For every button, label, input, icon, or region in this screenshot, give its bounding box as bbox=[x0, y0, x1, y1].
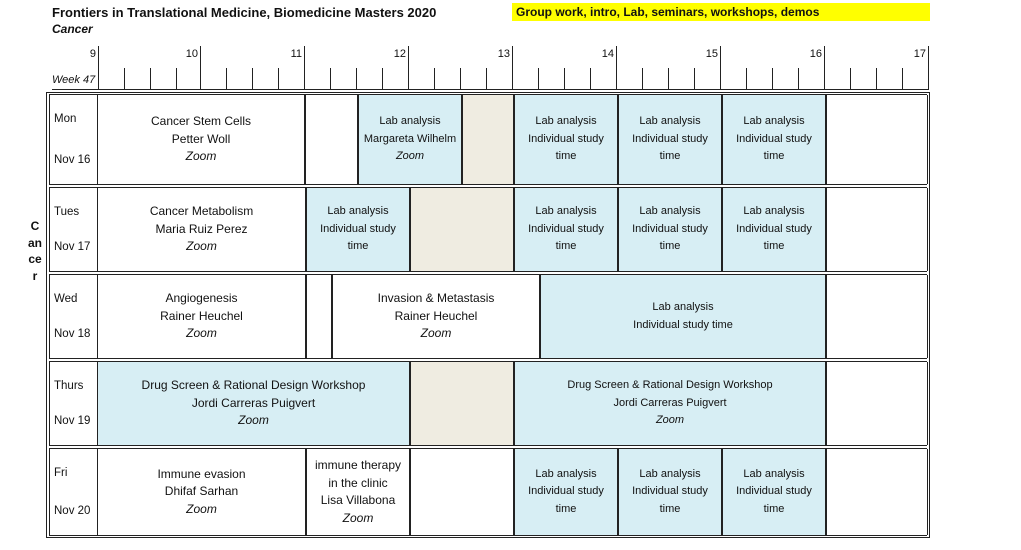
empty-cell bbox=[410, 188, 514, 271]
empty-cell bbox=[410, 362, 514, 445]
empty-cell bbox=[305, 95, 358, 184]
day-label bbox=[52, 362, 96, 445]
session-location: Zoom bbox=[655, 414, 685, 427]
session-cell bbox=[540, 275, 826, 358]
session-cell bbox=[514, 188, 618, 271]
session-cell bbox=[97, 449, 306, 535]
session-detail: Margareta Wilhelm bbox=[363, 132, 457, 145]
session-cell bbox=[514, 449, 618, 535]
minor-tick bbox=[850, 68, 851, 90]
day-name: Wed bbox=[54, 293, 78, 305]
session-detail: time bbox=[659, 240, 681, 253]
session-location: Zoom bbox=[186, 239, 217, 254]
session-cell bbox=[306, 188, 410, 271]
session-title: Lab analysis bbox=[743, 467, 805, 480]
session-title: Lab analysis bbox=[327, 205, 389, 218]
session-detail: time bbox=[347, 240, 369, 253]
session-detail: Individual study bbox=[736, 132, 812, 145]
session-detail: Lisa Villabona bbox=[320, 493, 396, 507]
empty-cell bbox=[826, 362, 928, 445]
session-detail: Individual study bbox=[528, 132, 604, 145]
day-date: Nov 16 bbox=[54, 154, 91, 166]
day-name: Fri bbox=[54, 467, 68, 479]
session-title: Angiogenesis bbox=[165, 291, 238, 306]
day-row-mon bbox=[49, 94, 927, 185]
day-label bbox=[52, 95, 96, 184]
session-title: Lab analysis bbox=[535, 115, 597, 128]
session-detail: time bbox=[555, 240, 577, 253]
day-name: Mon bbox=[54, 113, 77, 125]
session-location: Zoom bbox=[185, 149, 217, 164]
hour-label: 13 bbox=[497, 48, 510, 60]
hour-label: 16 bbox=[809, 48, 822, 60]
session-cell bbox=[618, 449, 722, 535]
session-detail: Individual study time bbox=[633, 318, 733, 331]
session-cell bbox=[722, 188, 826, 271]
legend-badge: Group work, intro, Lab, seminars, workshops, demos bbox=[512, 3, 930, 21]
minor-tick bbox=[772, 68, 773, 90]
session-detail: Jordi Carreras Puigvert bbox=[613, 396, 727, 409]
minor-tick bbox=[382, 68, 383, 90]
session-detail: Individual study bbox=[736, 485, 812, 498]
session-cell bbox=[618, 188, 722, 271]
session-detail: Individual study bbox=[736, 222, 812, 235]
session-detail: Individual study bbox=[632, 132, 708, 145]
hour-tick bbox=[928, 46, 929, 90]
session-title: Drug Screen & Rational Design Workshop bbox=[567, 379, 773, 392]
day-date: Nov 18 bbox=[54, 328, 91, 340]
session-cell bbox=[332, 275, 540, 358]
session-detail: time bbox=[659, 150, 681, 163]
day-date: Nov 17 bbox=[54, 241, 91, 253]
session-title: Lab analysis bbox=[639, 115, 701, 128]
session-cell bbox=[97, 188, 306, 271]
minor-tick bbox=[876, 68, 877, 90]
hour-label: 17 bbox=[913, 48, 926, 60]
session-location: Zoom bbox=[395, 150, 425, 163]
session-cell bbox=[514, 95, 618, 184]
empty-cell bbox=[462, 95, 514, 184]
day-date: Nov 20 bbox=[54, 505, 91, 517]
session-title: Lab analysis bbox=[639, 205, 701, 218]
hour-tick bbox=[408, 46, 409, 90]
minor-tick bbox=[486, 68, 487, 90]
minor-tick bbox=[590, 68, 591, 90]
hour-tick bbox=[616, 46, 617, 90]
session-detail: Individual study bbox=[528, 222, 604, 235]
day-row-fri bbox=[49, 448, 927, 536]
session-cell bbox=[514, 362, 826, 445]
session-title: Cancer Metabolism bbox=[149, 204, 254, 219]
minor-tick bbox=[642, 68, 643, 90]
session-detail: time bbox=[763, 150, 785, 163]
hour-tick bbox=[200, 46, 201, 90]
empty-cell bbox=[826, 449, 928, 535]
session-cell bbox=[97, 275, 306, 358]
day-label bbox=[52, 275, 96, 358]
week-label: Week 47 bbox=[52, 74, 96, 86]
session-title: Drug Screen & Rational Design Workshop bbox=[141, 378, 366, 393]
session-title: Lab analysis bbox=[639, 467, 701, 480]
session-cell bbox=[618, 95, 722, 184]
session-cell bbox=[722, 95, 826, 184]
minor-tick bbox=[356, 68, 357, 90]
session-cell bbox=[722, 449, 826, 535]
minor-tick bbox=[330, 68, 331, 90]
session-cell bbox=[97, 362, 410, 445]
session-title: Lab analysis bbox=[652, 301, 714, 313]
empty-cell bbox=[410, 449, 514, 535]
ruler-baseline bbox=[52, 89, 928, 90]
page-subtitle: Cancer bbox=[52, 22, 93, 36]
hour-label: 9 bbox=[89, 48, 96, 60]
minor-tick bbox=[252, 68, 253, 90]
minor-tick bbox=[798, 68, 799, 90]
minor-tick bbox=[434, 68, 435, 90]
hour-label: 15 bbox=[705, 48, 718, 60]
empty-cell bbox=[306, 275, 332, 358]
session-detail: Individual study bbox=[528, 485, 604, 498]
minor-tick bbox=[564, 68, 565, 90]
session-detail: Individual study bbox=[320, 222, 396, 235]
session-detail: Petter Woll bbox=[171, 131, 231, 146]
session-detail: Individual study bbox=[632, 222, 708, 235]
session-title: immune therapy bbox=[314, 458, 402, 472]
session-title: Immune evasion bbox=[157, 466, 246, 481]
session-cell bbox=[306, 449, 410, 535]
day-label bbox=[52, 449, 96, 535]
minor-tick bbox=[694, 68, 695, 90]
empty-cell bbox=[826, 95, 928, 184]
side-label: Cancer bbox=[28, 219, 43, 283]
empty-cell bbox=[826, 275, 928, 358]
minor-tick bbox=[150, 68, 151, 90]
session-detail: Jordi Carreras Puigvert bbox=[191, 395, 316, 410]
day-label bbox=[52, 188, 96, 271]
day-row-tues bbox=[49, 187, 927, 272]
session-location: Zoom bbox=[238, 413, 269, 428]
session-detail: Rainer Heuchel bbox=[394, 308, 478, 323]
empty-cell bbox=[826, 188, 928, 271]
session-title: Lab analysis bbox=[535, 467, 597, 480]
session-detail: in the clinic bbox=[328, 475, 388, 490]
session-detail: time bbox=[555, 502, 577, 515]
minor-tick bbox=[460, 68, 461, 90]
session-title: Lab analysis bbox=[379, 115, 441, 128]
hour-tick bbox=[512, 46, 513, 90]
session-title: Invasion & Metastasis bbox=[377, 291, 495, 306]
session-detail: time bbox=[659, 502, 681, 515]
session-title: Lab analysis bbox=[535, 205, 597, 218]
day-date: Nov 19 bbox=[54, 415, 91, 427]
day-row-thurs bbox=[49, 361, 927, 446]
hour-label: 11 bbox=[290, 48, 302, 60]
minor-tick bbox=[902, 68, 903, 90]
session-detail: Dhifaf Sarhan bbox=[164, 484, 239, 499]
session-location: Zoom bbox=[420, 326, 452, 341]
day-name: Tues bbox=[54, 206, 80, 218]
day-name: Thurs bbox=[54, 380, 84, 392]
hour-tick bbox=[98, 46, 99, 90]
hour-label: 10 bbox=[185, 48, 198, 60]
minor-tick bbox=[176, 68, 177, 90]
minor-tick bbox=[668, 68, 669, 90]
session-detail: time bbox=[555, 150, 577, 163]
session-detail: Individual study bbox=[632, 485, 708, 498]
minor-tick bbox=[538, 68, 539, 90]
day-row-wed bbox=[49, 274, 927, 359]
hour-label: 14 bbox=[601, 48, 614, 60]
session-title: Cancer Stem Cells bbox=[150, 114, 252, 129]
session-location: Zoom bbox=[186, 326, 217, 341]
session-detail: Maria Ruiz Perez bbox=[155, 221, 248, 236]
session-location: Zoom bbox=[186, 501, 217, 516]
minor-tick bbox=[124, 68, 125, 90]
session-detail: time bbox=[763, 240, 785, 253]
page-title: Frontiers in Translational Medicine, Biomedicine Masters 2020 bbox=[52, 5, 437, 20]
hour-tick bbox=[824, 46, 825, 90]
hour-label: 12 bbox=[393, 48, 406, 60]
minor-tick bbox=[746, 68, 747, 90]
hour-tick bbox=[720, 46, 721, 90]
session-detail: Rainer Heuchel bbox=[160, 308, 243, 323]
minor-tick bbox=[278, 68, 279, 90]
session-cell bbox=[97, 95, 305, 184]
session-location: Zoom bbox=[342, 510, 374, 525]
session-title: Lab analysis bbox=[743, 205, 805, 218]
session-detail: time bbox=[763, 502, 785, 515]
session-title: Lab analysis bbox=[743, 115, 805, 128]
session-cell bbox=[358, 95, 462, 184]
minor-tick bbox=[226, 68, 227, 90]
hour-tick bbox=[304, 46, 305, 90]
